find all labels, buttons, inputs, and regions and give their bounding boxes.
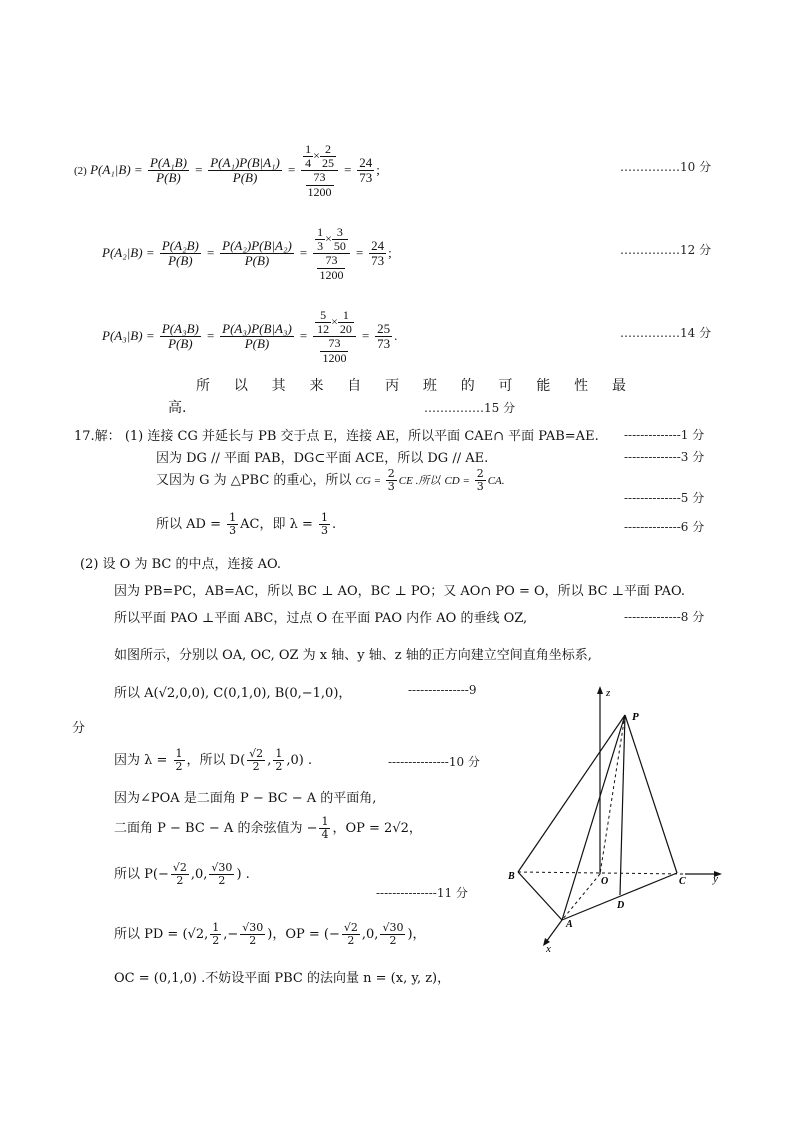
char: 能 (536, 378, 551, 394)
fraction (209, 862, 234, 887)
edge-AC (562, 873, 677, 920)
frac-den: 3 (476, 480, 484, 494)
frac-num: 73 (320, 337, 348, 351)
frac-num (313, 309, 356, 337)
edge-PB (518, 715, 625, 872)
fraction (319, 816, 330, 841)
math: CG = (355, 475, 384, 488)
char: 自 (347, 378, 362, 394)
text: 所以 PD = (√2, (114, 927, 209, 943)
frac-den: 25 (321, 156, 334, 171)
fraction (338, 309, 354, 336)
q17-line-5: 因为 PB=PC，AB=AC，所以 BC ⊥ AO，BC ⊥ PO；又 AO∩ PO = O，所以 BC ⊥平面 PAO. (114, 584, 685, 599)
compound-fraction (313, 309, 356, 365)
result-fraction (375, 322, 392, 352)
frac-num: 24 (359, 155, 373, 171)
result-fraction (369, 239, 386, 269)
frac-den: 2 (347, 934, 355, 948)
frac-den: 3 (387, 480, 395, 494)
score-8: --------------8 分 (624, 610, 705, 624)
frac-num: P(A₁B) (149, 155, 187, 171)
dashed-OA (562, 874, 600, 920)
punct: ; (376, 161, 380, 177)
label-D: D (617, 900, 625, 911)
compound-fraction (313, 226, 350, 282)
frac-den: 1200 (307, 184, 332, 199)
char: 可 (498, 378, 513, 394)
pyramid-figure (500, 684, 740, 954)
char: 其 (271, 378, 286, 394)
frac-den (301, 171, 338, 198)
text: ,0, (361, 927, 379, 943)
edge-PC (625, 715, 677, 873)
math: CE .所以 (398, 475, 441, 488)
prob-lhs: P(A₂|B) (102, 244, 143, 260)
q17-line-1 (74, 425, 599, 444)
frac-den: 2 (389, 934, 397, 948)
char: 的 (460, 378, 475, 394)
frac-num: 1 (338, 309, 354, 323)
frac-den: 3 (229, 524, 237, 538)
text: 因为 λ = (114, 753, 172, 769)
frac-den (313, 254, 350, 281)
fraction (174, 748, 185, 773)
q17-line-12 (114, 862, 250, 887)
fraction (315, 226, 325, 253)
fraction (332, 226, 348, 253)
fraction (317, 254, 345, 281)
compound-fraction (301, 143, 338, 199)
text: )，OP = (− (267, 927, 340, 943)
fraction (227, 512, 238, 537)
math: CD = (444, 475, 473, 488)
char: 最 (611, 378, 626, 394)
frac-den: 2 (249, 934, 257, 948)
frac-num: 25 (377, 321, 391, 337)
q17-line-10: 因为∠POA 是二面角 P − BC − A 的平面角, (114, 791, 377, 806)
frac-num: √30 (211, 861, 233, 874)
frac-num (313, 226, 350, 254)
q17-line-8: 所以 A(√2,0,0), C(0,1,0), B(0,−1,0)， (114, 686, 352, 701)
frac-den: 73 (371, 253, 385, 269)
frac-den: P(B) (244, 336, 270, 352)
z-arrow (597, 686, 603, 694)
q17-line-13 (114, 922, 426, 947)
text: 所以 P(− (114, 867, 169, 883)
label-y: y (713, 873, 718, 885)
text: ，所以 D( (186, 753, 246, 769)
frac-num: 1 (275, 747, 283, 760)
fraction (320, 143, 336, 170)
frac-den: 1200 (322, 350, 347, 365)
frac-num: √2 (172, 861, 187, 874)
punct: . (394, 327, 398, 343)
frac-den: P(B) (232, 170, 258, 186)
frac-den: 3 (317, 239, 324, 254)
q17-line-7: 如图所示，分别以 OA, OC, OZ 为 x 轴、y 轴、z 轴的正方向建立空间直角坐标系, (114, 648, 592, 663)
label-P: P (632, 711, 639, 723)
frac-den: 2 (275, 760, 283, 774)
frac-num: 73 (317, 254, 345, 268)
char: 性 (574, 378, 589, 394)
q17-line-14: OC = (0,1,0) .不妨设平面 PBC 的法向量 n = (x, y, z)， (114, 971, 451, 986)
fraction (171, 862, 189, 887)
char: 来 (309, 378, 324, 394)
frac-num: 1 (320, 511, 328, 524)
frac-den: 2 (252, 760, 260, 774)
frac-den: 2 (218, 874, 226, 888)
frac-num: √2 (343, 921, 358, 934)
text: ,0, (190, 867, 208, 883)
fraction (160, 322, 201, 352)
text: AC，即 λ = (240, 517, 317, 533)
prob-row-3: P(A₃|B) = $\frac{\text{P(A₃B)}}{P(B)}$ = $\frac{\text{P(A₃)P(B|A₃)}}{P(B)}$ = $\frac{5}{12}$ × $\frac{1}{20}$ $\frac{73}{1200}$ = $\frac{25}{73}$ . (102, 308, 398, 365)
label-A: A (566, 919, 573, 930)
frac-num: P(A₃B) (161, 321, 199, 337)
prob-lhs: P(A₁|B) (90, 161, 131, 177)
frac-num: 1 (229, 511, 237, 524)
fraction (247, 748, 265, 773)
frac-den: 4 (305, 156, 312, 171)
frac-den: P(B) (244, 253, 270, 269)
frac-num (301, 143, 338, 171)
score-1: --------------1 分 (624, 428, 705, 442)
text: 又因为 G 为 △PBC 的重心，所以 (156, 473, 352, 489)
fraction (380, 922, 405, 947)
frac-den: 20 (339, 322, 352, 337)
fraction (315, 309, 331, 336)
score-15: ……………15 分 (424, 401, 516, 415)
fraction (148, 156, 189, 186)
frac-den (313, 337, 356, 364)
part-label: (1) (124, 429, 144, 444)
frac-num: P(A₂)P(B|A₂) (222, 238, 292, 254)
fraction (220, 322, 294, 352)
frac-num: √2 (249, 747, 264, 760)
score-10b: ---------------10 分 (388, 755, 480, 769)
text: ,0) . (286, 753, 313, 769)
score-5: --------------5 分 (624, 491, 705, 505)
q17-text: 连接 CG 并延长与 PB 交于点 E，连接 AE，所以平面 CAE∩ 平面 PAB=AE. (147, 429, 599, 444)
fraction (208, 156, 282, 186)
frac-num: 2 (387, 467, 395, 480)
text: . (331, 517, 337, 533)
x-axis (546, 920, 562, 942)
frac-den: 2 (175, 760, 183, 774)
times-sign: × (331, 314, 338, 329)
frac-num: 73 (306, 171, 334, 185)
label-x: x (546, 943, 551, 954)
text: ) . (236, 867, 250, 883)
frac-num: √30 (242, 921, 264, 934)
text: , (267, 753, 272, 769)
frac-den: P(B) (156, 170, 181, 186)
frac-den: 1200 (319, 267, 344, 282)
frac-den: 4 (321, 828, 329, 842)
label-O: O (601, 876, 609, 887)
frac-num: 2 (476, 467, 484, 480)
score-10: ……………10 分 (620, 160, 712, 174)
score-11: ---------------11 分 (376, 886, 468, 900)
frac-num: 24 (371, 238, 385, 254)
frac-den: 73 (377, 336, 391, 352)
frac-num: P(A₃)P(B|A₃) (222, 321, 292, 337)
prob-lhs: P(A₃|B) (102, 327, 143, 343)
fraction (342, 922, 360, 947)
q17-part2: (2) 设 O 为 BC 的中点，连接 AO. (80, 557, 282, 572)
q17-line-3 (156, 468, 505, 493)
prob-row-1: (2) P(A₁|B) = $\frac{\text{P(A₁B)}}{P(B)}$ = $\frac{\text{P(A₁)P(B|A₁)}}{P(B)}$ = $\frac{1}{4}$ × $\frac{2}{25}$ $\frac{73}{1200}$ = $\frac{24}{73}$ ; (74, 142, 380, 199)
edge-PA (562, 715, 625, 920)
frac-den: 50 (333, 239, 346, 254)
score-6: --------------6 分 (624, 520, 705, 534)
fraction (386, 468, 397, 493)
edge-BA (518, 872, 562, 920)
q17-heading: 17.解： (74, 429, 121, 444)
conclusion-line-2: 高. (168, 400, 187, 416)
score-3: --------------3 分 (624, 450, 705, 464)
frac-num: P(A₂B) (161, 238, 199, 254)
text: )， (407, 927, 426, 943)
fraction (319, 512, 330, 537)
frac-num: 2 (320, 143, 336, 157)
fraction (320, 337, 348, 364)
text: ，OP = 2√2， (332, 821, 422, 837)
frac-num: 1 (305, 142, 312, 156)
times-sign: × (313, 148, 320, 163)
fraction (160, 239, 201, 269)
q17-line-2: 因为 DG // 平面 PAB，DG⊂平面 ACE，所以 DG // AE. (156, 451, 489, 466)
q17-line-11 (114, 816, 422, 841)
char: 所 (196, 378, 210, 394)
frac-den: 2 (212, 934, 220, 948)
label-B: B (508, 871, 515, 882)
fraction (306, 171, 334, 198)
dashed-BC (518, 872, 685, 874)
frac-num: P(A₁)P(B|A₁) (210, 155, 280, 171)
fraction (475, 468, 486, 493)
frac-num: 1 (212, 921, 220, 934)
frac-den: 3 (320, 524, 328, 538)
label-z: z (606, 687, 611, 699)
frac-num: 5 (315, 309, 331, 323)
score-14: ……………14 分 (620, 326, 712, 340)
frac-num: 1 (321, 815, 329, 828)
edge-PD (620, 715, 625, 895)
q17-line-9 (114, 748, 312, 773)
fraction (220, 239, 294, 269)
char: 以 (233, 378, 248, 394)
frac-den: 2 (176, 874, 184, 888)
fraction (240, 922, 265, 947)
score-9-unit: 分 (72, 721, 86, 736)
conclusion-line-1 (196, 375, 626, 395)
frac-num: 3 (332, 226, 348, 240)
q17-line-6: 所以平面 PAO ⊥平面 ABC，过点 O 在平面 PAO 内作 AO 的垂线 OZ, (114, 611, 528, 626)
prob-row-2: P(A₂|B) = $\frac{\text{P(A₂B)}}{P(B)}$ = $\frac{\text{P(A₂)P(B|A₂)}}{P(B)}$ = $\frac{1}{3}$ × $\frac{3}{50}$ $\frac{73}{1200}$ = $\frac{24}{73}$ ; (102, 225, 392, 282)
label-C: C (679, 876, 686, 887)
text: 二面角 P − BC − A 的余弦值为 − (114, 821, 318, 837)
result-fraction (357, 156, 374, 186)
char: 班 (422, 378, 437, 394)
frac-den: P(B) (168, 336, 193, 352)
frac-den: 73 (359, 170, 373, 186)
frac-den: 12 (317, 322, 330, 337)
text: 所以 AD = (156, 517, 226, 533)
times-sign: × (325, 231, 332, 246)
frac-num: √30 (382, 921, 404, 934)
char: 丙 (385, 378, 400, 394)
part-label: (2) (74, 164, 87, 177)
score-9: ---------------9 (408, 683, 477, 697)
frac-num: 1 (317, 225, 324, 239)
frac-num: 1 (175, 747, 183, 760)
math: CA. (487, 475, 505, 488)
q17-line-4 (156, 512, 336, 537)
fraction (303, 143, 313, 170)
frac-den: P(B) (168, 253, 193, 269)
punct: ; (388, 244, 392, 260)
fraction (210, 922, 221, 947)
score-12: ……………12 分 (620, 243, 712, 257)
text: ,− (223, 927, 239, 943)
fraction (273, 748, 284, 773)
